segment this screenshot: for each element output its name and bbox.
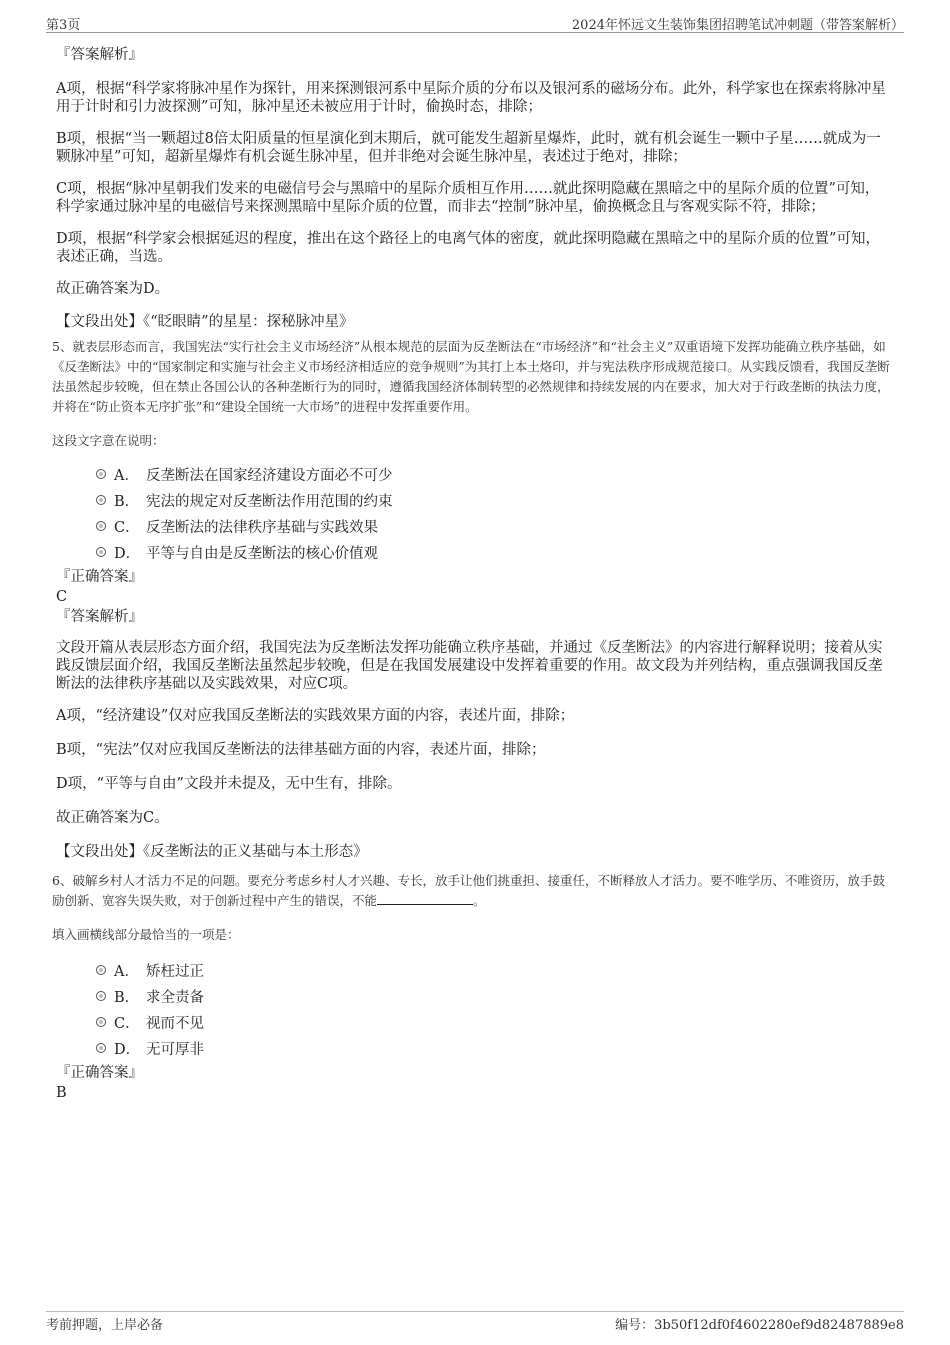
option-c[interactable]: C． 视而不见 [56, 1009, 892, 1035]
analysis-option-d: D项，根据“科学家会根据延迟的程度，推出在这个路径上的电离气体的密度，就此探明隐藏在黑暗之中的星际介质的位置”可知，表述正确，当选。 [56, 231, 880, 265]
radio-icon[interactable] [96, 547, 106, 557]
option-a[interactable]: A． 反垄断法在国家经济建设方面必不可少 [56, 461, 892, 487]
source-citation: 【文段出处】《“眨眼睛”的星星：探秘脉冲星》 [56, 314, 354, 330]
option-d[interactable]: D． 平等与自由是反垄断法的核心价值观 [56, 539, 892, 565]
correct-answer: C [56, 589, 68, 605]
radio-icon[interactable] [96, 1043, 106, 1053]
correct-answer-heading: 『正确答案』 [56, 1065, 143, 1081]
option-c[interactable]: C． 反垄断法的法律秩序基础与实践效果 [56, 513, 892, 539]
correct-answer: B [56, 1085, 67, 1101]
radio-icon[interactable] [96, 469, 106, 479]
document-code: 编号：3b50f12df0f4602280ef9d82487889e8 [615, 1318, 904, 1333]
footer-slogan: 考前押题，上岸必备 [46, 1318, 164, 1333]
question-5-stem: 5、就表层形态而言，我国宪法“实行社会主义市场经济”从根本规范的层面为反垄断法在“市场经济”和“社会主义”双重语境下发挥功能确立秩序基础，如《反垄断法》中的“国家制定和实施与社会主义市场经济相适应的竞争规则”为其打上本土烙印，并与宪法秩序形成规范接口。从实践反馈看，我国反垄断法虽然起步较晚，但在禁止各国公认的各种垄断行为的同时，遵循我国经济体制转型的必然规律和持续发展的内在要求，加大对于行政垄断的执法力度，并将在“防止资本无序扩张”和“建设全国统一大市场”的进程中发挥重要作用。 [52, 339, 890, 414]
option-b[interactable]: B． 求全责备 [56, 983, 892, 1009]
option-a[interactable]: A． 矫枉过正 [56, 957, 892, 983]
option-d[interactable]: D． 无可厚非 [56, 1035, 892, 1061]
analysis-summary: 文段开篇从表层形态方面介绍，我国宪法为反垄断法发挥功能确立秩序基础，并通过《反垄断法》的内容进行解释说明；接着从实践反馈层面介绍，我国反垄断法虽然起步较晚，但是在我国发展建设中发挥着重要的作用。故文段为并列结构，重点强调我国反垄断法的法律秩序基础以及实践效果，对应C项。 [56, 640, 883, 692]
document-title: 2024年怀远文生装饰集团招聘笔试冲刺题（带答案解析） [571, 18, 904, 33]
analysis-heading: 『答案解析』 [56, 47, 143, 63]
radio-icon[interactable] [96, 991, 106, 1001]
analysis-option-b: B项，“宪法”仅对应我国反垄断法的法律基础方面的内容，表述片面，排除； [56, 742, 546, 758]
analysis-option-d: D项，“平等与自由”文段并未提及，无中生有，排除。 [56, 776, 402, 792]
option-b[interactable]: B． 宪法的规定对反垄断法作用范围的约束 [56, 487, 892, 513]
page-header [46, 14, 904, 33]
question-6-prompt: 填入画横线部分最恰当的一项是： [52, 927, 240, 942]
document-body [52, 44, 892, 1103]
analysis-heading: 『答案解析』 [56, 609, 143, 625]
analysis-option-a: A项，“经济建设”仅对应我国反垄断法的实践效果方面的内容，表述片面，排除； [56, 708, 575, 724]
question-6-options [56, 957, 892, 1061]
analysis-option-b: B项，根据“当一颗超过8倍太阳质量的恒星演化到末期后，就可能发生超新星爆炸，此时，就有机会诞生一颗中子星……就成为一颗脉冲星”可知，超新星爆炸有机会诞生脉冲星，但并非绝对会诞生脉冲星，表述过于绝对，排除； [56, 131, 881, 165]
question-6-stem: 6、破解乡村人才活力不足的问题。要充分考虑乡村人才兴趣、专长，放手让他们挑重担、接重任，不断释放人才活力。要不唯学历、不唯资历，放手鼓励创新、宽容失误失败，对于创新过程中产生的错误，不能 。 [52, 873, 885, 908]
radio-icon[interactable] [96, 965, 106, 975]
source-citation: 【文段出处】《反垄断法的正义基础与本土形态》 [56, 844, 368, 860]
analysis-conclusion: 故正确答案为D。 [56, 281, 170, 297]
question-5-options [56, 461, 892, 565]
radio-icon[interactable] [96, 1017, 106, 1027]
page-number: 第3页 [46, 18, 81, 33]
correct-answer-heading: 『正确答案』 [56, 569, 143, 585]
fill-in-blank [377, 892, 473, 905]
analysis-conclusion: 故正确答案为C。 [56, 810, 169, 826]
radio-icon[interactable] [96, 521, 106, 531]
question-5-prompt: 这段文字意在说明： [52, 433, 165, 448]
page-footer [46, 1311, 904, 1334]
analysis-option-a: A项，根据“科学家将脉冲星作为探针，用来探测银河系中星际介质的分布以及银河系的磁场分布。此外，科学家也在探索将脉冲星用于计时和引力波探测”可知，脉冲星还未被应用于计时，偷换时态，排除； [56, 81, 886, 115]
analysis-option-c: C项，根据“脉冲星朝我们发来的电磁信号会与黑暗中的星际介质相互作用……就此探明隐藏在黑暗之中的星际介质的位置”可知，科学家通过脉冲星的电磁信号来探测黑暗中星际介质的位置，而非去“控制”脉冲星，偷换概念且与客观实际不符，排除； [56, 181, 880, 215]
radio-icon[interactable] [96, 495, 106, 505]
